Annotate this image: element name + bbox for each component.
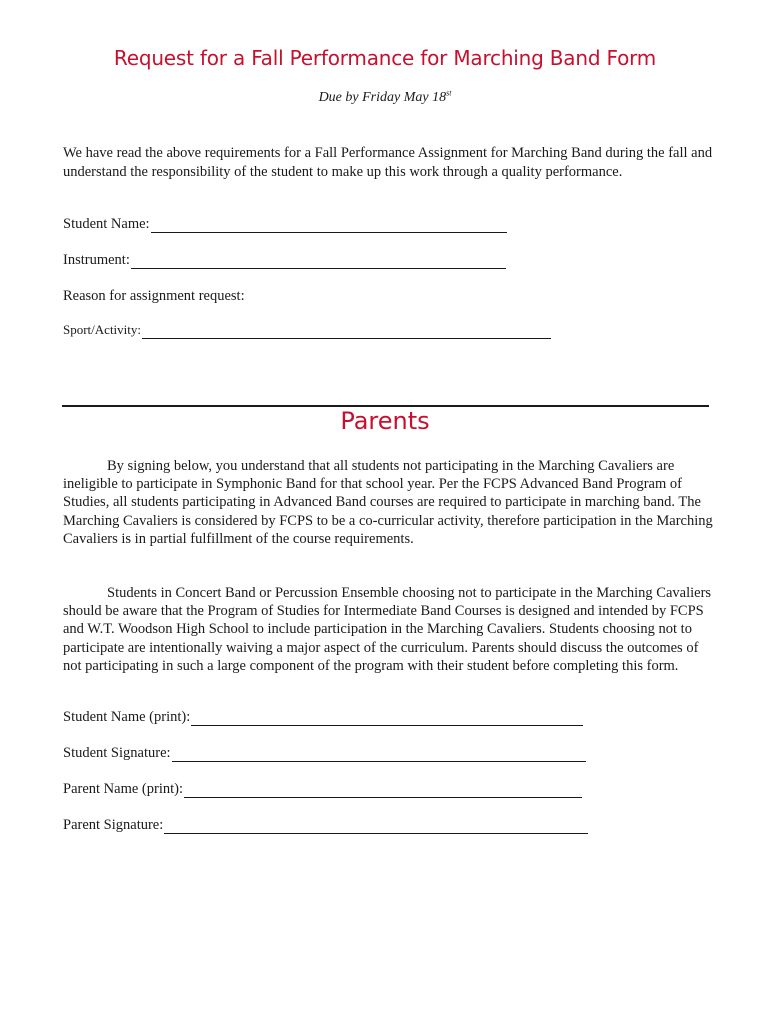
form-title: Request for a Fall Performance for Marching Band Form <box>113 46 657 70</box>
sport-activity-label: Sport/Activity: <box>63 322 141 337</box>
parent-name-print-field[interactable] <box>63 780 582 798</box>
parents-paragraph-2: Students in Concert Band or Percussion Ensemble choosing not to participate in the Marching Cavaliers should be aware that the Program of Studies for Intermediate Band Courses is designed and intended by FCPS and W.T. Woodson High School to include participation in the Marching Cavaliers. Students choosing not to participate are intentionally waiving a major aspect of the curriculum. Parents should discuss the outcomes of not participating in such a large component of the program with their student before completing this form. <box>63 585 712 674</box>
parents-heading: Parents <box>340 407 430 435</box>
sport-activity-line[interactable] <box>142 324 551 339</box>
instrument-label: Instrument: <box>63 252 130 268</box>
reason-field <box>63 287 245 305</box>
instrument-line[interactable] <box>131 254 506 269</box>
parent-name-print-line[interactable] <box>184 783 582 798</box>
sport-activity-field[interactable] <box>63 321 551 339</box>
due-date-line <box>0 90 770 106</box>
parent-signature-field[interactable] <box>63 816 588 834</box>
student-signature-label: Student Signature: <box>63 745 171 761</box>
reason-label: Reason for assignment request: <box>63 288 245 304</box>
student-name-print-line[interactable] <box>191 711 583 726</box>
parent-signature-label: Parent Signature: <box>63 817 164 833</box>
student-signature-line[interactable] <box>172 747 586 762</box>
student-name-print-label: Student Name (print): <box>63 709 191 725</box>
student-name-label: Student Name: <box>63 216 150 232</box>
student-signature-field[interactable] <box>63 744 586 762</box>
due-date-suffix: st <box>446 88 452 98</box>
parent-signature-line[interactable] <box>164 819 588 834</box>
instrument-field[interactable] <box>63 251 506 269</box>
student-name-line[interactable] <box>151 218 507 233</box>
intro-statement: We have read the above requirements for a Fall Performance Assignment for Marching Band during the fall and understand the responsibility of the student to make up this work through a quality performance. <box>63 145 713 180</box>
due-date-text: Due by Friday May 18 <box>318 90 447 105</box>
parents-paragraph-1: By signing below, you understand that all students not participating in the Marching Cavaliers are ineligible to participate in Symphonic Band for that school year. Per the FCPS Advanced Band Program of Studies, all students participating in Advanced Band courses are required to participate in marching band. The Marching Cavaliers is considered by FCPS to be a co-curricular activity, therefore participation in the Marching Cavaliers is in partial fulfillment of the course requirements. <box>63 458 713 547</box>
student-name-print-field[interactable] <box>63 708 583 726</box>
student-name-field[interactable] <box>63 215 507 233</box>
parent-name-print-label: Parent Name (print): <box>63 781 183 797</box>
